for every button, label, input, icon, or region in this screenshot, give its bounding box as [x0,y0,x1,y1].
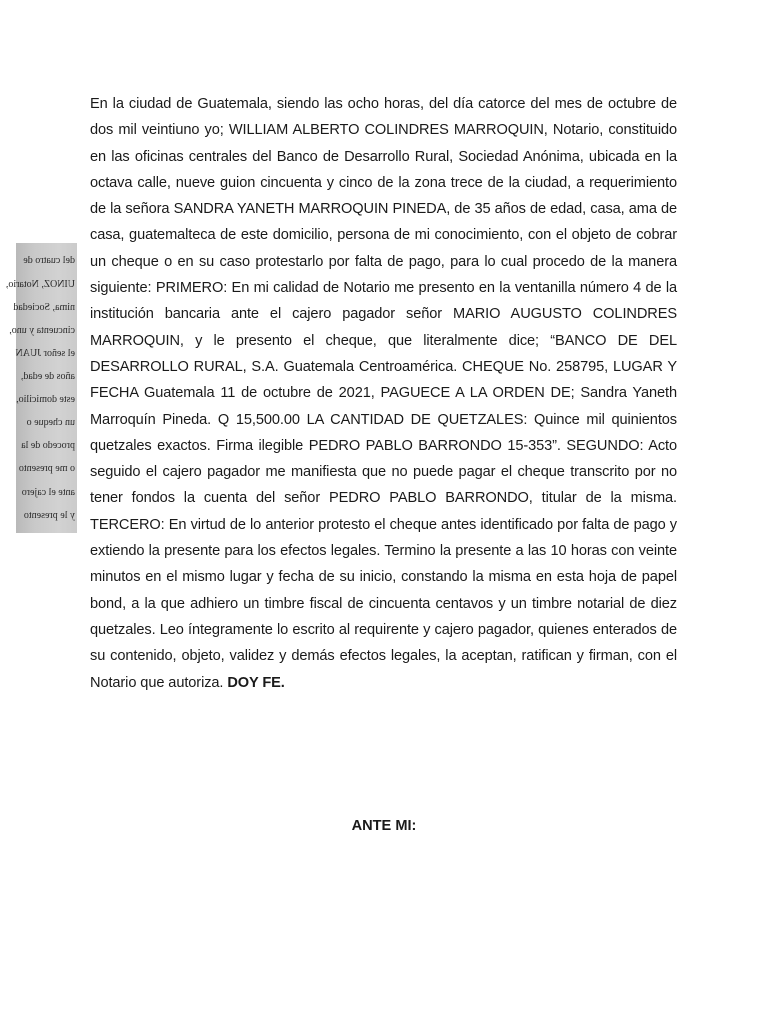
paragraph-body-text: En la ciudad de Guatemala, siendo las ocho horas, del día catorce del mes de octubre de dos mil veintiuno yo; WILLIAM ALBERTO COLINDRES MARROQUIN, Notario, constituido en las oficinas centrales del Banco de Desarrollo Rural, Sociedad Anónima, ubicada en la octava calle, nueve guion cincuenta y cinco de la zona trece de la ciudad, a requerimiento de la señora SANDRA YANETH MARROQUIN PINEDA, de 35 años de edad, casa, ama de casa, guatemalteca de este domicilio, persona de mi conocimiento, con el objeto de cobrar un cheque o en su caso protestarlo por falta de pago, para lo cual procedo de la manera siguiente: PRIMERO: En mi calidad de Notario me presento en la ventanilla número 4 de la institución bancaria ante el cajero pagador señor MARIO AUGUSTO COLINDRES MARROQUIN, y le presento el cheque, que literalmente dice; “BANCO DE DEL DESARROLLO RURAL, S.A. Guatemala Centroamérica. CHEQUE No. 258795, LUGAR Y FECHA Guatemala 11 de octubre de 2021, PAGUECE A LA ORDEN DE; Sandra Yaneth Marroquín Pineda. Q 15,500.00 LA CANTIDAD DE QUETZALES: Quince mil quinientos quetzales exactos. Firma ilegible PEDRO PABLO BARRONDO 15-353”. SEGUNDO: Acto seguido el cajero pagador me manifiesta que no puede pagar el cheque transcrito por no tener fondos la cuenta del señor PEDRO PABLO BARRONDO, titular de la misma. TERCERO: En virtud de lo anterior protesto el cheque antes identificado por falta de pago y extiendo la presente para los efectos legales. Termino la presente a las 10 horas con veinte minutos en el mismo lugar y fecha de su inicio, constando la misma en esta hoja de papel bond, a la que adhiero un timbre fiscal de cincuenta centavos y un timbre notarial de diez quetzales. Leo íntegramente lo escrito al requirente y cajero pagador, quienes enterados de su contenido, objeto, validez y demás efectos legales, la aceptan, ratifican y firman, con el Notario que autoriza. [90,96,677,691]
ante-mi-heading: ANTE MI: [351,818,417,834]
scan-line: un cheque o [26,417,75,428]
scan-line: años de edad, [20,371,75,382]
mirrored-scan-text [5,243,77,533]
scan-line: nima, Sociedad [13,302,75,313]
scan-line: este domicilio, [16,394,75,405]
scan-line: procedo de la [21,440,75,451]
scan-line: y le presento [23,510,75,521]
scan-line: o me presento [18,463,75,474]
doy-fe-closing: DOY FE. [227,674,285,691]
protest-act-paragraph [90,91,677,696]
scan-line: cincuenta y uno, [9,325,75,336]
scan-line: ante el cajero [21,487,75,498]
scan-line: UINOZ, Notario, [5,279,75,290]
scanned-document-fragment [5,243,77,533]
scan-line: el señor JUAN [15,348,75,359]
scan-line: del cuatro de [23,255,75,266]
